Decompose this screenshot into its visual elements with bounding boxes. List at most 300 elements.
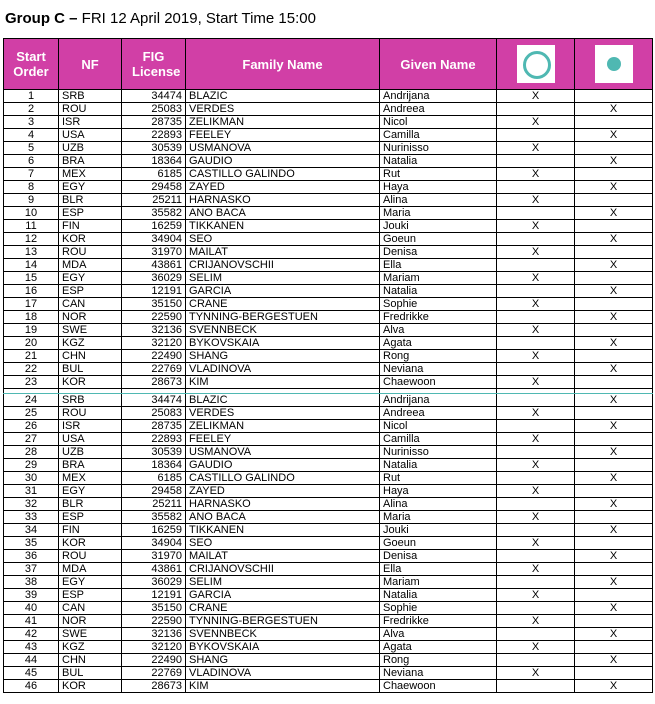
family-name-cell: GAUDIO <box>186 459 380 472</box>
family-name-cell: KIM <box>186 376 380 389</box>
table-row <box>4 285 653 298</box>
hoop-mark-cell <box>497 628 575 641</box>
fig-license-cell: 6185 <box>122 472 186 485</box>
table-row <box>4 116 653 129</box>
fig-license-cell: 28673 <box>122 376 186 389</box>
fig-license-cell: 25211 <box>122 498 186 511</box>
ball-mark-cell: X <box>575 654 653 667</box>
hoop-mark-cell: X <box>497 485 575 498</box>
ball-mark-cell: X <box>575 337 653 350</box>
given-name-cell: Natalia <box>380 459 497 472</box>
hoop-mark-cell <box>497 498 575 511</box>
ball-mark-cell: X <box>575 498 653 511</box>
family-name-cell: USMANOVA <box>186 446 380 459</box>
family-name-cell: HARNASKO <box>186 194 380 207</box>
given-name-cell: Chaewoon <box>380 376 497 389</box>
table-row <box>4 407 653 420</box>
start-order-cell: 16 <box>4 285 59 298</box>
start-order-cell: 13 <box>4 246 59 259</box>
family-name-cell: TYNNING-BERGESTUEN <box>186 615 380 628</box>
hoop-mark-cell <box>497 207 575 220</box>
ball-mark-cell: X <box>575 103 653 116</box>
table-row <box>4 220 653 233</box>
start-order-cell: 15 <box>4 272 59 285</box>
fig-license-cell: 31970 <box>122 550 186 563</box>
family-name-cell: ZELIKMAN <box>186 116 380 129</box>
hoop-mark-cell: X <box>497 615 575 628</box>
ball-mark-cell: X <box>575 363 653 376</box>
start-order-cell: 46 <box>4 680 59 693</box>
ball-mark-cell: X <box>575 628 653 641</box>
hoop-mark-cell <box>497 311 575 324</box>
family-name-cell: MAILAT <box>186 246 380 259</box>
nf-cell: ROU <box>59 246 122 259</box>
table-row <box>4 246 653 259</box>
ball-icon <box>595 45 633 83</box>
ball-mark-cell: X <box>575 472 653 485</box>
table-row <box>4 498 653 511</box>
fig-license-cell: 35582 <box>122 511 186 524</box>
given-name-cell: Mariam <box>380 576 497 589</box>
ball-mark-cell: X <box>575 524 653 537</box>
nf-cell: ESP <box>59 285 122 298</box>
table-row <box>4 589 653 602</box>
ball-mark-cell: X <box>575 602 653 615</box>
hoop-mark-cell: X <box>497 563 575 576</box>
fig-license-cell: 25211 <box>122 194 186 207</box>
fig-license-cell: 12191 <box>122 285 186 298</box>
start-order-cell: 9 <box>4 194 59 207</box>
nf-cell: FIN <box>59 524 122 537</box>
ball-mark-cell <box>575 485 653 498</box>
given-name-cell: Camilla <box>380 129 497 142</box>
family-name-cell: TIKKANEN <box>186 524 380 537</box>
nf-cell: SRB <box>59 90 122 103</box>
fig-license-cell: 32136 <box>122 324 186 337</box>
given-name-cell: Rong <box>380 654 497 667</box>
start-order-cell: 2 <box>4 103 59 116</box>
table-body <box>4 90 653 693</box>
hoop-mark-cell <box>497 181 575 194</box>
given-name-cell: Alina <box>380 498 497 511</box>
fig-license-cell: 32136 <box>122 628 186 641</box>
family-name-cell: BLAZIC <box>186 394 380 407</box>
given-name-cell: Neviana <box>380 667 497 680</box>
nf-cell: USA <box>59 433 122 446</box>
given-name-cell: Nurinisso <box>380 446 497 459</box>
table-row <box>4 350 653 363</box>
fig-license-cell: 35582 <box>122 207 186 220</box>
header-family-name: Family Name <box>186 39 380 90</box>
ball-mark-cell: X <box>575 576 653 589</box>
start-order-cell: 23 <box>4 376 59 389</box>
fig-license-cell: 34904 <box>122 233 186 246</box>
table-row <box>4 194 653 207</box>
given-name-cell: Denisa <box>380 246 497 259</box>
hoop-mark-cell: X <box>497 376 575 389</box>
session-info: FRI 12 April 2019, Start Time 15:00 <box>77 10 316 27</box>
start-order-cell: 44 <box>4 654 59 667</box>
table-row <box>4 129 653 142</box>
hoop-mark-cell <box>497 654 575 667</box>
nf-cell: MDA <box>59 563 122 576</box>
nf-cell: ROU <box>59 550 122 563</box>
ball-mark-cell: X <box>575 311 653 324</box>
nf-cell: CHN <box>59 654 122 667</box>
start-order-cell: 43 <box>4 641 59 654</box>
table-row <box>4 459 653 472</box>
fig-license-cell: 22893 <box>122 433 186 446</box>
start-order-cell: 39 <box>4 589 59 602</box>
given-name-cell: Haya <box>380 181 497 194</box>
hoop-mark-cell: X <box>497 246 575 259</box>
nf-cell: SRB <box>59 394 122 407</box>
ball-mark-cell <box>575 194 653 207</box>
table-row <box>4 628 653 641</box>
hoop-mark-cell <box>497 337 575 350</box>
family-name-cell: CRANE <box>186 602 380 615</box>
group-label: Group C – <box>5 10 78 27</box>
ball-mark-cell <box>575 537 653 550</box>
fig-license-cell: 28735 <box>122 116 186 129</box>
start-order-cell: 30 <box>4 472 59 485</box>
header-hoop <box>497 39 575 90</box>
family-name-cell: CASTILLO GALINDO <box>186 472 380 485</box>
family-name-cell: BLAZIC <box>186 90 380 103</box>
given-name-cell: Andrijana <box>380 394 497 407</box>
nf-cell: UZB <box>59 142 122 155</box>
given-name-cell: Alva <box>380 628 497 641</box>
nf-cell: FIN <box>59 220 122 233</box>
fig-license-cell: 36029 <box>122 272 186 285</box>
table-row <box>4 511 653 524</box>
hoop-mark-cell <box>497 680 575 693</box>
given-name-cell: Sophie <box>380 298 497 311</box>
start-order-cell: 28 <box>4 446 59 459</box>
table-row <box>4 420 653 433</box>
nf-cell: EGY <box>59 576 122 589</box>
start-order-cell: 21 <box>4 350 59 363</box>
family-name-cell: FEELEY <box>186 129 380 142</box>
hoop-mark-cell: X <box>497 350 575 363</box>
family-name-cell: ZAYED <box>186 485 380 498</box>
hoop-mark-cell: X <box>497 667 575 680</box>
given-name-cell: Fredrikke <box>380 311 497 324</box>
family-name-cell: BYKOVSKAIA <box>186 337 380 350</box>
ball-mark-cell <box>575 298 653 311</box>
start-order-cell: 40 <box>4 602 59 615</box>
start-order-cell: 10 <box>4 207 59 220</box>
fig-license-cell: 25083 <box>122 407 186 420</box>
fig-license-cell: 25083 <box>122 103 186 116</box>
fig-license-cell: 32120 <box>122 337 186 350</box>
fig-license-cell: 22490 <box>122 654 186 667</box>
nf-cell: KOR <box>59 537 122 550</box>
fig-license-cell: 22893 <box>122 129 186 142</box>
given-name-cell: Fredrikke <box>380 615 497 628</box>
ball-mark-cell <box>575 350 653 363</box>
hoop-mark-cell: X <box>497 116 575 129</box>
ball-mark-cell <box>575 667 653 680</box>
fig-license-cell: 6185 <box>122 168 186 181</box>
given-name-cell: Camilla <box>380 433 497 446</box>
family-name-cell: SVENNBECK <box>186 324 380 337</box>
start-order-cell: 33 <box>4 511 59 524</box>
given-name-cell: Natalia <box>380 589 497 602</box>
family-name-cell: SVENNBECK <box>186 628 380 641</box>
fig-license-cell: 34904 <box>122 537 186 550</box>
family-name-cell: ZELIKMAN <box>186 420 380 433</box>
given-name-cell: Nicol <box>380 116 497 129</box>
family-name-cell: ANO BACA <box>186 207 380 220</box>
table-row <box>4 667 653 680</box>
family-name-cell: SHANG <box>186 350 380 363</box>
hoop-mark-cell: X <box>497 641 575 654</box>
fig-license-cell: 31970 <box>122 246 186 259</box>
ball-mark-cell <box>575 615 653 628</box>
nf-cell: MDA <box>59 259 122 272</box>
fig-license-cell: 35150 <box>122 602 186 615</box>
family-name-cell: VERDES <box>186 407 380 420</box>
table-row <box>4 615 653 628</box>
nf-cell: ESP <box>59 589 122 602</box>
family-name-cell: VERDES <box>186 103 380 116</box>
start-order-cell: 32 <box>4 498 59 511</box>
hoop-mark-cell <box>497 363 575 376</box>
start-order-cell: 41 <box>4 615 59 628</box>
given-name-cell: Goeun <box>380 537 497 550</box>
given-name-cell: Mariam <box>380 272 497 285</box>
given-name-cell: Alina <box>380 194 497 207</box>
ball-mark-cell: X <box>575 259 653 272</box>
hoop-mark-cell: X <box>497 407 575 420</box>
hoop-mark-cell: X <box>497 90 575 103</box>
hoop-mark-cell <box>497 259 575 272</box>
hoop-icon <box>517 45 555 83</box>
family-name-cell: HARNASKO <box>186 498 380 511</box>
start-order-cell: 42 <box>4 628 59 641</box>
given-name-cell: Nicol <box>380 420 497 433</box>
start-order-cell: 14 <box>4 259 59 272</box>
fig-license-cell: 22769 <box>122 667 186 680</box>
start-order-cell: 45 <box>4 667 59 680</box>
given-name-cell: Alva <box>380 324 497 337</box>
hoop-mark-cell <box>497 420 575 433</box>
nf-cell: ISR <box>59 420 122 433</box>
hoop-mark-cell: X <box>497 194 575 207</box>
fig-license-cell: 18364 <box>122 155 186 168</box>
fig-license-cell: 28735 <box>122 420 186 433</box>
fig-license-cell: 18364 <box>122 459 186 472</box>
start-order-cell: 26 <box>4 420 59 433</box>
start-order-table <box>3 38 653 693</box>
given-name-cell: Agata <box>380 641 497 654</box>
family-name-cell: SEO <box>186 537 380 550</box>
nf-cell: BUL <box>59 667 122 680</box>
ball-mark-cell: X <box>575 394 653 407</box>
table-row <box>4 433 653 446</box>
hoop-mark-cell <box>497 576 575 589</box>
table-row <box>4 311 653 324</box>
hoop-mark-cell <box>497 524 575 537</box>
start-order-cell: 35 <box>4 537 59 550</box>
fig-license-cell: 16259 <box>122 524 186 537</box>
nf-cell: EGY <box>59 181 122 194</box>
nf-cell: BRA <box>59 155 122 168</box>
family-name-cell: KIM <box>186 680 380 693</box>
family-name-cell: CRANE <box>186 298 380 311</box>
family-name-cell: BYKOVSKAIA <box>186 641 380 654</box>
family-name-cell: VLADINOVA <box>186 667 380 680</box>
page-title <box>5 10 316 27</box>
start-order-cell: 27 <box>4 433 59 446</box>
hoop-mark-cell <box>497 446 575 459</box>
nf-cell: BLR <box>59 194 122 207</box>
fig-license-cell: 43861 <box>122 563 186 576</box>
hoop-mark-cell: X <box>497 272 575 285</box>
ball-mark-cell <box>575 433 653 446</box>
start-order-cell: 37 <box>4 563 59 576</box>
table-row <box>4 576 653 589</box>
family-name-cell: SHANG <box>186 654 380 667</box>
given-name-cell: Andrijana <box>380 90 497 103</box>
hoop-mark-cell: X <box>497 168 575 181</box>
start-order-cell: 5 <box>4 142 59 155</box>
fig-license-cell: 22769 <box>122 363 186 376</box>
ball-mark-cell: X <box>575 233 653 246</box>
given-name-cell: Natalia <box>380 155 497 168</box>
start-order-cell: 17 <box>4 298 59 311</box>
nf-cell: KGZ <box>59 337 122 350</box>
given-name-cell: Haya <box>380 485 497 498</box>
table-row <box>4 90 653 103</box>
family-name-cell: SEO <box>186 233 380 246</box>
table-row <box>4 680 653 693</box>
given-name-cell: Maria <box>380 511 497 524</box>
hoop-mark-cell <box>497 285 575 298</box>
start-order-cell: 12 <box>4 233 59 246</box>
nf-cell: KOR <box>59 233 122 246</box>
hoop-mark-cell <box>497 103 575 116</box>
header-row <box>4 39 653 90</box>
nf-cell: SWE <box>59 628 122 641</box>
start-order-cell: 34 <box>4 524 59 537</box>
fig-license-cell: 22590 <box>122 615 186 628</box>
fig-license-cell: 22590 <box>122 311 186 324</box>
nf-cell: EGY <box>59 485 122 498</box>
start-order-cell: 7 <box>4 168 59 181</box>
hoop-mark-cell: X <box>497 324 575 337</box>
nf-cell: NOR <box>59 615 122 628</box>
start-order-cell: 8 <box>4 181 59 194</box>
start-order-cell: 29 <box>4 459 59 472</box>
family-name-cell: SELIM <box>186 272 380 285</box>
nf-cell: MEX <box>59 472 122 485</box>
start-order-cell: 24 <box>4 394 59 407</box>
header-given-name: Given Name <box>380 39 497 90</box>
table-row <box>4 337 653 350</box>
fig-license-cell: 34474 <box>122 394 186 407</box>
given-name-cell: Jouki <box>380 524 497 537</box>
nf-cell: SWE <box>59 324 122 337</box>
table-row <box>4 485 653 498</box>
family-name-cell: USMANOVA <box>186 142 380 155</box>
nf-cell: CAN <box>59 298 122 311</box>
table-row <box>4 181 653 194</box>
table-row <box>4 103 653 116</box>
header-fig-license: FIG License <box>122 39 186 90</box>
nf-cell: ESP <box>59 511 122 524</box>
start-order-cell: 11 <box>4 220 59 233</box>
family-name-cell: CRIJANOVSCHII <box>186 259 380 272</box>
table-row <box>4 641 653 654</box>
given-name-cell: Ella <box>380 259 497 272</box>
family-name-cell: ANO BACA <box>186 511 380 524</box>
fig-license-cell: 35150 <box>122 298 186 311</box>
start-order-cell: 36 <box>4 550 59 563</box>
ball-mark-cell <box>575 563 653 576</box>
table-row <box>4 298 653 311</box>
table-row <box>4 324 653 337</box>
fig-license-cell: 16259 <box>122 220 186 233</box>
hoop-mark-cell <box>497 602 575 615</box>
table-row <box>4 155 653 168</box>
hoop-mark-cell: X <box>497 433 575 446</box>
nf-cell: BRA <box>59 459 122 472</box>
header-nf: NF <box>59 39 122 90</box>
given-name-cell: Ella <box>380 563 497 576</box>
family-name-cell: MAILAT <box>186 550 380 563</box>
given-name-cell: Rut <box>380 472 497 485</box>
nf-cell: KOR <box>59 680 122 693</box>
header-start-order: Start Order <box>4 39 59 90</box>
given-name-cell: Sophie <box>380 602 497 615</box>
start-order-cell: 25 <box>4 407 59 420</box>
start-order-cell: 31 <box>4 485 59 498</box>
hoop-mark-cell <box>497 394 575 407</box>
table-row <box>4 363 653 376</box>
family-name-cell: GAUDIO <box>186 155 380 168</box>
ball-mark-cell: X <box>575 680 653 693</box>
given-name-cell: Jouki <box>380 220 497 233</box>
nf-cell: ROU <box>59 103 122 116</box>
ball-mark-cell <box>575 324 653 337</box>
ball-mark-cell <box>575 407 653 420</box>
family-name-cell: TIKKANEN <box>186 220 380 233</box>
ball-mark-cell <box>575 641 653 654</box>
table-row <box>4 376 653 389</box>
ball-mark-cell <box>575 142 653 155</box>
given-name-cell: Nurinisso <box>380 142 497 155</box>
nf-cell: USA <box>59 129 122 142</box>
ball-mark-cell: X <box>575 207 653 220</box>
family-name-cell: FEELEY <box>186 433 380 446</box>
given-name-cell: Chaewoon <box>380 680 497 693</box>
table-row <box>4 654 653 667</box>
ball-mark-cell: X <box>575 129 653 142</box>
hoop-mark-cell: X <box>497 459 575 472</box>
given-name-cell: Goeun <box>380 233 497 246</box>
start-order-cell: 38 <box>4 576 59 589</box>
header-ball <box>575 39 653 90</box>
start-order-cell: 18 <box>4 311 59 324</box>
fig-license-cell: 34474 <box>122 90 186 103</box>
fig-license-cell: 29458 <box>122 181 186 194</box>
table-row <box>4 472 653 485</box>
ball-mark-cell <box>575 90 653 103</box>
given-name-cell: Denisa <box>380 550 497 563</box>
table-row <box>4 168 653 181</box>
